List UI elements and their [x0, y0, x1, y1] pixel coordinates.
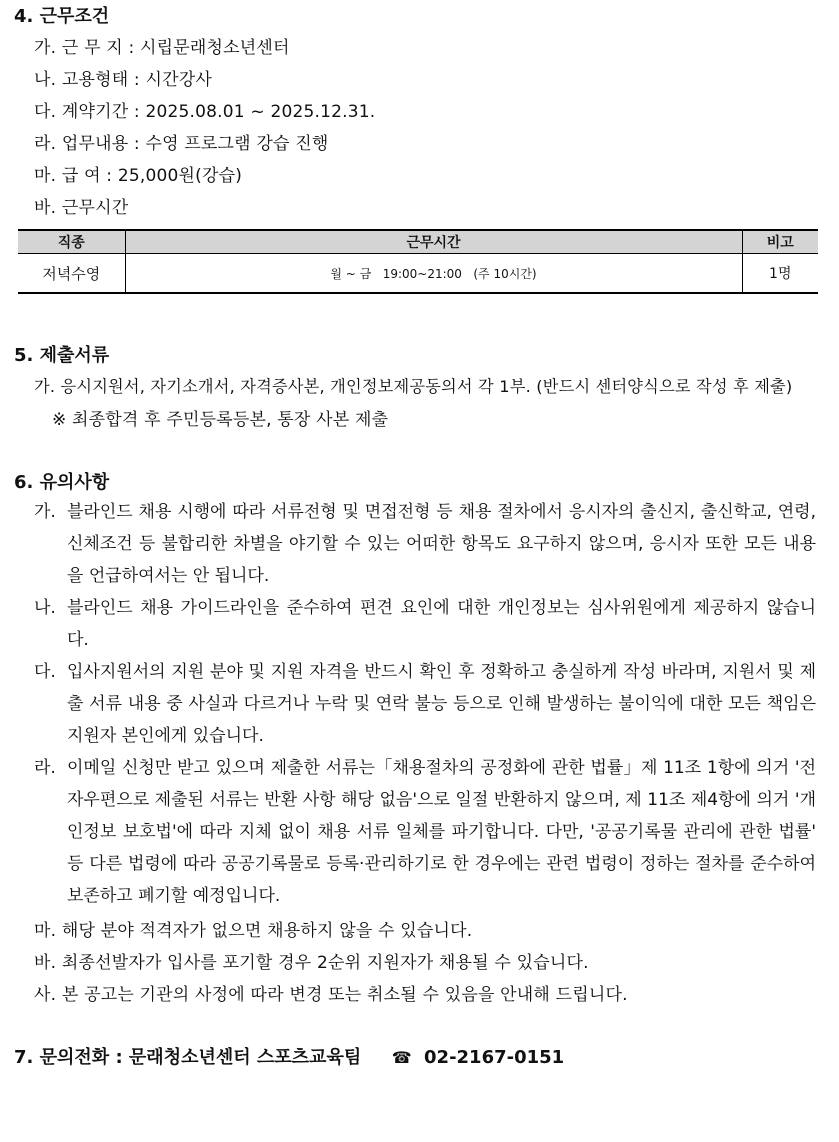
work-hours-table — [18, 229, 818, 294]
section-6-item — [34, 592, 816, 656]
item-marker: 마. — [34, 166, 57, 186]
section-5-item — [34, 373, 792, 397]
section-6-item — [34, 980, 628, 1005]
item-marker: 라. — [34, 134, 57, 154]
section-4-item — [34, 97, 375, 122]
item-marker: 다. — [34, 662, 56, 682]
section-6-item — [34, 752, 816, 912]
item-marker: 마. — [34, 921, 57, 941]
item-text: 고용형태 : 시간강사 — [61, 70, 212, 90]
item-marker: 나. — [34, 70, 57, 90]
section-4-item — [34, 33, 290, 58]
item-text: 업무내용 : 수영 프로그램 강습 진행 — [61, 134, 329, 154]
section-6-heading: 6. 유의사항 — [14, 472, 110, 493]
item-marker: 나. — [34, 598, 56, 618]
table-cell: 월 ~ 금 19:00~21:00 (주 10시간) — [125, 254, 742, 294]
item-marker: 바. — [34, 198, 57, 218]
contact-line — [14, 1043, 564, 1069]
section-4-item — [34, 129, 329, 154]
section-4-item — [34, 65, 212, 90]
item-text: 입사지원서의 지원 분야 및 지원 자격을 반드시 확인 후 정확하고 충실하게 작성 바라며, 지원서 및 제출 서류 내용 중 사실과 다르거나 누락 및 연락 불능 등으로 인해 발생하는 불이익에 대한 모든 책임은 지원자 본인에게 있습니다. — [67, 662, 816, 746]
item-text: 계약기간 : 2025.08.01 ~ 2025.12.31. — [61, 102, 376, 122]
section-5-note: ※ 최종합격 후 주민등록등본, 통장 사본 제출 — [52, 410, 389, 430]
section-6-item — [34, 948, 589, 973]
item-marker: 가. — [34, 377, 56, 396]
item-text: 근무시간 — [61, 198, 129, 218]
section-5-heading: 5. 제출서류 — [14, 345, 110, 366]
contact-phone: 02-2167-0151 — [424, 1047, 565, 1068]
item-text: 근 무 지 : 시립문래청소년센터 — [61, 38, 290, 58]
table-header-row — [18, 230, 818, 254]
phone-icon: ☎ — [391, 1048, 412, 1067]
table-header-cell: 직종 — [18, 230, 125, 254]
item-text: 이메일 신청만 받고 있으며 제출한 서류는「채용절차의 공정화에 관한 법률」제 11조 1항에 의거 '전자우편으로 제출된 서류는 반환 사항 해당 없음'으로 일절 반환하지 않으며, 제 11조 제4항에 의거 '개인정보 보호법'에 따라 지체 없이 채용 서류 일체를 파기합니다. 다만, '공공기록물 관리에 관한 법률' 등 다른 법령에 따라 공공기록물로 등록·관리하기로 한 경우에는 관련 법령이 정하는 절차를 준수하여 보존하고 폐기할 예정입니다. — [67, 758, 816, 906]
item-marker: 가. — [34, 38, 57, 58]
item-marker: 가. — [34, 502, 56, 522]
item-text: 최종선발자가 입사를 포기할 경우 2순위 지원자가 채용될 수 있습니다. — [61, 953, 589, 973]
item-text: 블라인드 채용 시행에 따라 서류전형 및 면접전형 등 채용 절차에서 응시자의 출신지, 출신학교, 연령, 신체조건 등 불합리한 차별을 야기할 수 있는 어떠한 항목도 요구하지 않으며, 응시자 또한 모든 내용을 언급하여서는 안 됩니다. — [67, 502, 816, 586]
item-text: 본 공고는 기관의 사정에 따라 변경 또는 취소될 수 있음을 안내해 드립니다. — [61, 985, 628, 1005]
table-cell: 저녁수영 — [18, 254, 125, 294]
item-marker: 바. — [34, 953, 57, 973]
table-row — [18, 254, 818, 294]
section-6-item — [34, 916, 472, 941]
table-header-cell: 근무시간 — [125, 230, 742, 254]
section-4-heading: 4. 근무조건 — [14, 6, 110, 27]
section-4-item — [34, 193, 128, 218]
item-text: 해당 분야 적격자가 없으면 채용하지 않을 수 있습니다. — [61, 921, 473, 941]
item-text: 블라인드 채용 가이드라인을 준수하여 편견 요인에 대한 개인정보는 심사위원에게 제공하지 않습니다. — [67, 598, 816, 650]
section-6-item — [34, 496, 816, 592]
item-marker: 사. — [34, 985, 57, 1005]
table-header-cell: 비고 — [742, 230, 818, 254]
item-marker: 다. — [34, 102, 57, 122]
item-text: 급 여 : 25,000원(강습) — [61, 166, 243, 186]
section-6-item — [34, 656, 816, 752]
item-text: 응시지원서, 자기소개서, 자격증사본, 개인정보제공동의서 각 1부. (반드시 센터양식으로 작성 후 제출) — [60, 377, 793, 396]
item-marker: 라. — [34, 758, 56, 778]
contact-label: 7. 문의전화 : 문래청소년센터 스포츠교육팀 — [14, 1047, 362, 1068]
section-4-item — [34, 161, 242, 186]
table-cell: 1명 — [742, 254, 818, 294]
